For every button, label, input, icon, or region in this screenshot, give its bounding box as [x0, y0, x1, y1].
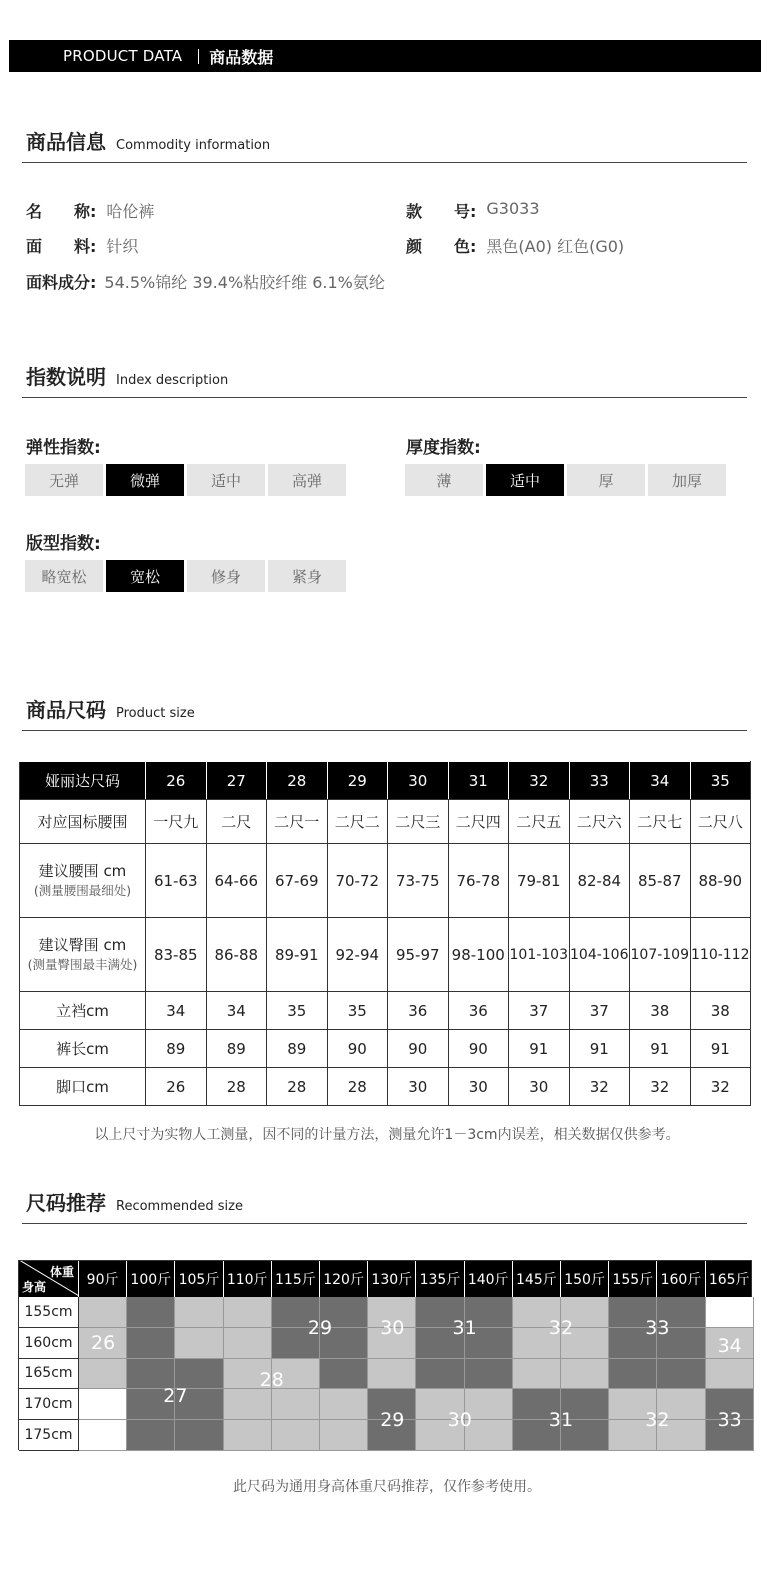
size-row-label: [20, 844, 146, 918]
size-row-label: [20, 800, 146, 844]
weight-header: 105斤: [175, 1261, 223, 1297]
size-grid-cell: [175, 1420, 223, 1451]
size-grid-label: 29: [380, 1409, 405, 1432]
size-row-label-text: 建议腰围 cm: [38, 861, 127, 880]
elastic-index-group: [25, 464, 346, 496]
corner-height: 身高: [22, 1280, 47, 1294]
size-section-title: [26, 694, 195, 723]
size-cell: 二尺三: [388, 800, 449, 844]
size-grid-cell: [79, 1297, 127, 1328]
index-title-cn: 指数说明: [26, 365, 106, 389]
size-grid-cell: [416, 1359, 464, 1390]
size-cell: 30: [388, 1068, 449, 1106]
elastic-label: 弹性指数:: [26, 438, 101, 458]
size-grid-cell: [224, 1389, 272, 1420]
size-row: [20, 918, 751, 992]
size-cell: 98-100: [448, 918, 509, 992]
corner-weight: 体重: [49, 1265, 74, 1279]
size-row-label: [20, 992, 146, 1030]
size-cell: 二尺二: [327, 800, 388, 844]
size-cell: 104-106: [569, 918, 630, 992]
index-section-title: [26, 361, 228, 390]
size-grid-cell: [609, 1359, 657, 1390]
size-row-label-text: 立裆cm: [56, 1001, 109, 1020]
size-cell: 91: [690, 1030, 751, 1068]
size-cell: 107-109: [630, 918, 691, 992]
size-cell: 95-97: [388, 918, 449, 992]
size-cell: 89: [206, 1030, 267, 1068]
recommend-corner: [19, 1261, 79, 1297]
size-grid-cell: [224, 1297, 272, 1328]
size-cell: 38: [690, 992, 751, 1030]
recommend-title-cn: 尺码推荐: [26, 1191, 106, 1215]
size-grid-cell: [79, 1420, 127, 1451]
size-grid-cell: [320, 1359, 368, 1390]
info-style-key: 款 号:: [406, 202, 477, 221]
size-cell: 二尺: [206, 800, 267, 844]
info-fabric: [26, 234, 138, 257]
size-cell: 76-78: [448, 844, 509, 918]
info-style-value: G3033: [486, 199, 540, 218]
size-cell: 30: [448, 1068, 509, 1106]
size-row-label: [20, 1030, 146, 1068]
fit-option: 宽松: [106, 560, 184, 592]
size-grid-label: 31: [452, 1316, 477, 1339]
elastic-option: 高弹: [268, 464, 346, 496]
weight-header: 155斤: [609, 1261, 657, 1297]
size-cell: 二尺六: [569, 800, 630, 844]
size-row-label: [20, 918, 146, 992]
size-cell: 二尺一: [267, 800, 328, 844]
size-cell: 36: [388, 992, 449, 1030]
size-cell: 32: [690, 1068, 751, 1106]
size-header-cell: 31: [448, 762, 509, 800]
size-cell: 36: [448, 992, 509, 1030]
size-grid-label: 31: [548, 1409, 574, 1432]
weight-header: 135斤: [416, 1261, 464, 1297]
size-cell: 二尺五: [509, 800, 570, 844]
size-cell: 70-72: [327, 844, 388, 918]
size-cell: 90: [388, 1030, 449, 1068]
size-grid-cell: [368, 1359, 416, 1390]
size-cell: 28: [327, 1068, 388, 1106]
size-title-cn: 商品尺码: [26, 698, 106, 722]
size-cell: 85-87: [630, 844, 691, 918]
size-grid-label: 34: [717, 1335, 742, 1358]
size-header-cell: 32: [509, 762, 570, 800]
size-divider: [22, 730, 747, 731]
size-title-en: Product size: [116, 706, 195, 721]
size-cell: 89: [267, 1030, 328, 1068]
header-cn: 商品数据: [209, 47, 274, 67]
commodity-divider: [22, 162, 747, 163]
weight-header: 90斤: [79, 1261, 127, 1297]
size-header-cell: 33: [569, 762, 630, 800]
recommend-title-en: Recommended size: [116, 1199, 243, 1214]
info-fabric-key: 面 料:: [26, 237, 97, 256]
size-row-label-text: 对应国标腰围: [37, 812, 128, 831]
size-note: 以上尺寸为实物人工测量，因不同的计量方法，测量允许1－3cm内误差，相关数据仅供参考。: [94, 1127, 680, 1143]
size-cell: 89-91: [267, 918, 328, 992]
weight-header: 115斤: [272, 1261, 320, 1297]
size-row: [20, 844, 751, 918]
info-name-value: 哈伦裤: [106, 202, 155, 221]
recommend-divider: [22, 1223, 747, 1224]
size-grid-label: 26: [91, 1332, 116, 1355]
size-grid-cell: [127, 1297, 175, 1328]
thickness-index-group: [405, 464, 726, 496]
size-grid-label: 32: [548, 1316, 574, 1339]
size-cell: 91: [630, 1030, 691, 1068]
size-grid-cell: [561, 1359, 609, 1390]
size-grid-cell: [224, 1420, 272, 1451]
height-label: 160cm: [19, 1328, 79, 1359]
info-style: [406, 199, 540, 222]
thickness-option: 加厚: [648, 464, 726, 496]
size-cell: 28: [206, 1068, 267, 1106]
info-name: [26, 199, 154, 222]
size-header-cell: 34: [630, 762, 691, 800]
size-row: [20, 992, 751, 1030]
size-grid-label: 33: [717, 1409, 742, 1432]
size-header-cell: 28: [267, 762, 328, 800]
weight-header: 120斤: [320, 1261, 368, 1297]
size-header-cell: 29: [327, 762, 388, 800]
size-cell: 82-84: [569, 844, 630, 918]
size-cell: 34: [206, 992, 267, 1030]
header-separator: [198, 49, 199, 64]
size-cell: 二尺八: [690, 800, 751, 844]
size-row-label-text: 建议臀围 cm: [38, 935, 127, 954]
size-cell: 101-103: [509, 918, 570, 992]
size-row: [20, 1030, 751, 1068]
weight-header: 130斤: [368, 1261, 416, 1297]
size-grid-cell: [657, 1359, 705, 1390]
size-cell: 38: [630, 992, 691, 1030]
size-grid-cell: [127, 1420, 175, 1451]
fit-option: 略宽松: [25, 560, 103, 592]
weight-header: 110斤: [224, 1261, 272, 1297]
height-label: 155cm: [19, 1297, 79, 1328]
fit-option: 修身: [187, 560, 265, 592]
size-grid-cell: [272, 1389, 320, 1420]
size-cell: 73-75: [388, 844, 449, 918]
size-grid-cell: [706, 1297, 754, 1328]
size-grid-label: 30: [447, 1409, 472, 1432]
size-header-cell: 30: [388, 762, 449, 800]
size-grid-cell: [79, 1389, 127, 1420]
size-cell: 67-69: [267, 844, 328, 918]
height-label: 165cm: [19, 1359, 79, 1390]
size-grid-cell: [320, 1389, 368, 1420]
size-grid-cell: [513, 1359, 561, 1390]
size-grid-cell: [465, 1359, 513, 1390]
info-composition: [26, 270, 385, 293]
height-label: 175cm: [19, 1420, 79, 1451]
height-label: 170cm: [19, 1389, 79, 1420]
size-cell: 30: [509, 1068, 570, 1106]
recommend-note: 此尺码为通用身高体重尺码推荐，仅作参考使用。: [233, 1479, 541, 1495]
index-title-en: Index description: [116, 373, 229, 388]
size-row-label-text: 裤长cm: [56, 1039, 109, 1058]
weight-header: 160斤: [657, 1261, 705, 1297]
size-row-label-sub: (测量腰围最细处): [33, 882, 132, 898]
info-fabric-value: 针织: [106, 237, 139, 256]
size-header-cell: 35: [690, 762, 751, 800]
info-composition-key: 面料成分:: [26, 273, 97, 292]
size-grid-cell: [175, 1328, 223, 1359]
size-header-cell: 27: [206, 762, 267, 800]
commodity-title-cn: 商品信息: [26, 130, 106, 154]
size-row-label-sub: (测量臀围最丰满处): [27, 956, 138, 972]
size-cell: 86-88: [206, 918, 267, 992]
fit-label: 版型指数:: [26, 534, 101, 554]
size-grid-label: 33: [645, 1316, 670, 1339]
product-data-header: [9, 40, 761, 72]
size-grid-label: 30: [380, 1316, 405, 1339]
size-cell: 34: [146, 992, 207, 1030]
fit-index-group: [25, 560, 346, 592]
weight-header: 150斤: [561, 1261, 609, 1297]
recommend-grid: [18, 1260, 752, 1450]
commodity-section-title: [26, 126, 270, 155]
weight-header: 100斤: [127, 1261, 175, 1297]
size-grid-cell: [224, 1328, 272, 1359]
size-cell: 28: [267, 1068, 328, 1106]
size-header-label: 娅丽达尺码: [20, 762, 146, 800]
size-grid-label: 32: [645, 1409, 670, 1432]
elastic-option: 无弹: [25, 464, 103, 496]
size-cell: 110-112: [690, 918, 751, 992]
header-en: PRODUCT DATA: [63, 47, 183, 65]
weight-header: 145斤: [513, 1261, 561, 1297]
size-cell: 91: [569, 1030, 630, 1068]
info-color-value: 黑色(A0) 红色(G0): [486, 237, 625, 256]
size-cell: 92-94: [327, 918, 388, 992]
thickness-option: 薄: [405, 464, 483, 496]
index-divider: [22, 397, 747, 398]
size-cell: 32: [630, 1068, 691, 1106]
size-cell: 一尺九: [146, 800, 207, 844]
size-cell: 90: [327, 1030, 388, 1068]
size-cell: 61-63: [146, 844, 207, 918]
size-cell: 89: [146, 1030, 207, 1068]
size-cell: 64-66: [206, 844, 267, 918]
size-cell: 26: [146, 1068, 207, 1106]
size-header-cell: 26: [146, 762, 207, 800]
size-grid-cell: [127, 1328, 175, 1359]
size-grid-label: 28: [259, 1369, 284, 1392]
size-grid-cell: [272, 1420, 320, 1451]
elastic-option: 微弹: [106, 464, 184, 496]
size-cell: 32: [569, 1068, 630, 1106]
size-grid-cell: [79, 1359, 127, 1390]
thickness-option: 厚: [567, 464, 645, 496]
size-grid-cell: [175, 1297, 223, 1328]
size-header-row: [20, 762, 751, 800]
info-name-key: 名 称:: [26, 202, 97, 221]
size-cell: 91: [509, 1030, 570, 1068]
size-row: [20, 800, 751, 844]
size-grid-label: 29: [307, 1316, 333, 1339]
weight-header: 140斤: [465, 1261, 513, 1297]
size-cell: 88-90: [690, 844, 751, 918]
size-cell: 二尺四: [448, 800, 509, 844]
info-color-key: 颜 色:: [406, 237, 477, 256]
size-table: [19, 761, 751, 1106]
size-cell: 79-81: [509, 844, 570, 918]
size-cell: 37: [509, 992, 570, 1030]
size-row-label-text: 脚口cm: [56, 1077, 109, 1096]
size-grid-cell: [320, 1420, 368, 1451]
size-row: [20, 1068, 751, 1106]
info-composition-value: 54.5%锦纶 39.4%粘胶纤维 6.1%氨纶: [104, 273, 385, 292]
thickness-option: 适中: [486, 464, 564, 496]
recommend-section-title: [26, 1187, 243, 1216]
size-cell: 35: [267, 992, 328, 1030]
size-grid-label: 27: [163, 1384, 188, 1407]
fit-option: 紧身: [268, 560, 346, 592]
thickness-label: 厚度指数:: [406, 438, 481, 458]
elastic-option: 适中: [187, 464, 265, 496]
size-cell: 35: [327, 992, 388, 1030]
size-row-label: [20, 1068, 146, 1106]
size-cell: 37: [569, 992, 630, 1030]
size-cell: 二尺七: [630, 800, 691, 844]
weight-header: 165斤: [706, 1261, 754, 1297]
commodity-title-en: Commodity information: [116, 138, 271, 153]
size-cell: 83-85: [146, 918, 207, 992]
size-cell: 90: [448, 1030, 509, 1068]
size-grid-cell: [706, 1359, 754, 1390]
info-color: [406, 234, 624, 257]
